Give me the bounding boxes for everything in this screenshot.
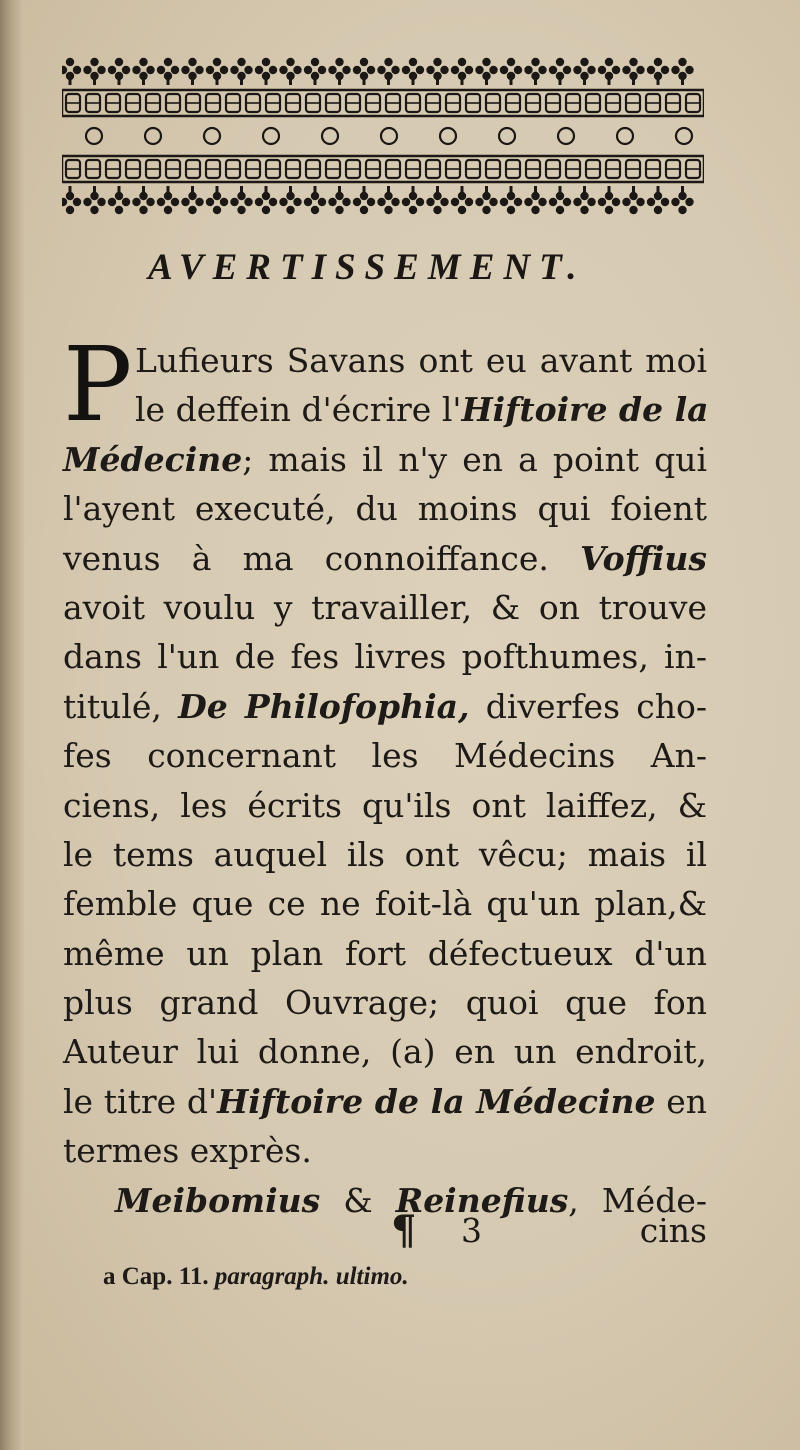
- fleuron-bottom: [157, 186, 179, 214]
- text-line: [63, 731, 707, 780]
- text-line: [63, 583, 707, 632]
- plain-text: fes concernant les Médecins An-: [63, 736, 707, 776]
- ornament-ring: [381, 128, 397, 144]
- plain-text: &: [320, 1180, 396, 1220]
- fleuron-top: [377, 58, 399, 85]
- fleuron-bottom: [353, 186, 375, 214]
- signature-mark: ¶: [391, 1207, 417, 1254]
- text-line: [63, 385, 707, 434]
- ornament-ring: [676, 128, 692, 144]
- italic-text: Hiftoire de la: [461, 390, 709, 430]
- plain-text: même un plan fort défectueux d'un: [63, 933, 707, 973]
- fleuron-bottom: [451, 186, 473, 214]
- catchword: cins: [639, 1211, 707, 1250]
- fleuron-top: [206, 58, 228, 85]
- fleuron-top: [353, 58, 375, 85]
- fleuron-bottom: [500, 186, 522, 214]
- fleuron-bottom: [108, 186, 130, 214]
- ornament-ring: [440, 128, 456, 144]
- fleuron-bottom: [230, 186, 252, 214]
- fleuron-bottom: [402, 186, 424, 214]
- fleuron-bottom: [377, 186, 399, 214]
- plain-text: le tems auquel ils ont vêcu; mais il: [63, 834, 707, 874]
- fleuron-top: [622, 58, 644, 85]
- fleuron-top: [230, 58, 252, 85]
- text-line: [63, 830, 707, 879]
- fleuron-top: [132, 58, 154, 85]
- fleuron-bottom: [304, 186, 326, 214]
- text-line: [63, 336, 707, 385]
- footnote: [103, 1263, 409, 1291]
- fleuron-top: [62, 58, 81, 85]
- fleuron-top: [181, 58, 203, 85]
- footnote-reference: Cap. 11.: [121, 1263, 209, 1290]
- fleuron-top: [500, 58, 522, 85]
- italic-text: Voffius: [580, 538, 707, 578]
- plain-text: titulé,: [63, 686, 179, 726]
- fleuron-bottom: [255, 186, 277, 214]
- fleuron-bottom: [132, 186, 154, 214]
- fleuron-bottom: [598, 186, 620, 214]
- fleuron-bottom: [181, 186, 203, 214]
- text-line: [63, 1027, 707, 1076]
- fleuron-top: [157, 58, 179, 85]
- ornament-ring: [617, 128, 633, 144]
- footnote-italic: paragraph. ultimo.: [208, 1263, 409, 1290]
- fleuron-top: [255, 58, 277, 85]
- drop-cap: P: [63, 325, 133, 445]
- fleuron-top: [671, 58, 693, 85]
- fleuron-bottom: [279, 186, 301, 214]
- fleuron-top: [108, 58, 130, 85]
- ornament-ring: [499, 128, 515, 144]
- fleuron-top: [647, 58, 669, 85]
- text-line: [63, 929, 707, 978]
- italic-text: Reinefius: [395, 1180, 569, 1220]
- plain-text: femble que ce ne foit-là qu'un plan,&: [63, 884, 707, 924]
- ornament-ring: [145, 128, 161, 144]
- plain-text: termes exprès.: [63, 1131, 312, 1171]
- plain-text: , Méde-: [568, 1180, 707, 1220]
- fleuron-top: [279, 58, 301, 85]
- text-line: [63, 484, 707, 533]
- fleuron-top: [549, 58, 571, 85]
- plain-text: Lufieurs Savans ont eu avant moi: [135, 341, 707, 380]
- fleuron-bottom: [549, 186, 571, 214]
- plain-text: le deffein d'écrire l': [135, 390, 462, 430]
- plain-text: Auteur lui donne, (a) en un endroit,: [63, 1032, 707, 1072]
- fleuron-top: [524, 58, 546, 85]
- fleuron-top: [426, 58, 448, 85]
- book-spine-edge: [0, 0, 24, 1450]
- ornament-ring: [86, 128, 102, 144]
- fleuron-bottom: [573, 186, 595, 214]
- text-line: [63, 534, 707, 583]
- text-line: [63, 1077, 707, 1126]
- fleuron-top: [451, 58, 473, 85]
- plain-text: ciens, les écrits qu'ils ont laiffez, &: [63, 785, 707, 825]
- footnote-marker: a: [103, 1263, 122, 1290]
- ornament-ring: [263, 128, 279, 144]
- fleuron-top: [83, 58, 105, 85]
- fleuron-bottom: [328, 186, 350, 214]
- fleuron-bottom: [206, 186, 228, 214]
- fleuron-bottom: [83, 186, 105, 214]
- text-line: [63, 632, 707, 681]
- fleuron-top: [304, 58, 326, 85]
- italic-text: De Philofophia,: [178, 686, 470, 726]
- italic-text: Meibomius: [115, 1180, 321, 1220]
- body-text: [63, 325, 709, 1225]
- fleuron-bottom: [647, 186, 669, 214]
- printers-ornament-headpiece: [62, 56, 704, 216]
- text-line: [63, 435, 707, 484]
- text-line: [63, 1126, 707, 1175]
- fleuron-top: [402, 58, 424, 85]
- text-line: [63, 682, 707, 731]
- fleuron-bottom: [426, 186, 448, 214]
- fleuron-top: [475, 58, 497, 85]
- plain-text: plus grand Ouvrage; quoi que fon: [63, 983, 707, 1023]
- plain-text: ; mais il n'y en a point qui: [242, 439, 707, 479]
- fleuron-bottom: [671, 186, 693, 214]
- text-line: [63, 978, 707, 1027]
- fleuron-top: [573, 58, 595, 85]
- page-title: AVERTISSEMENT.: [148, 247, 586, 288]
- text-line: [63, 781, 707, 830]
- plain-text: dans l'un de fes livres pofthumes, in-: [63, 637, 707, 677]
- plain-text: l'ayent executé, du moins qui foient: [63, 489, 707, 529]
- signature-line: [63, 1207, 707, 1257]
- plain-text: avoit voulu y travailler, & on trouve: [63, 587, 707, 627]
- italic-text: Hiftoire de la Médecine: [217, 1081, 656, 1121]
- plain-text: diverfes cho-: [469, 686, 707, 726]
- ornament-ring: [322, 128, 338, 144]
- plain-text: en: [655, 1081, 708, 1121]
- signature-number: 3: [461, 1211, 482, 1250]
- ornament-ring: [204, 128, 220, 144]
- fleuron-bottom: [475, 186, 497, 214]
- fleuron-top: [328, 58, 350, 85]
- fleuron-bottom: [524, 186, 546, 214]
- plain-text: venus à ma connoiffance.: [63, 538, 580, 578]
- ornament-ring: [558, 128, 574, 144]
- text-line: [63, 879, 707, 928]
- fleuron-top: [598, 58, 620, 85]
- italic-text: Médecine: [63, 439, 243, 479]
- plain-text: le titre d': [63, 1081, 218, 1121]
- fleuron-bottom: [62, 186, 81, 214]
- fleuron-bottom: [622, 186, 644, 214]
